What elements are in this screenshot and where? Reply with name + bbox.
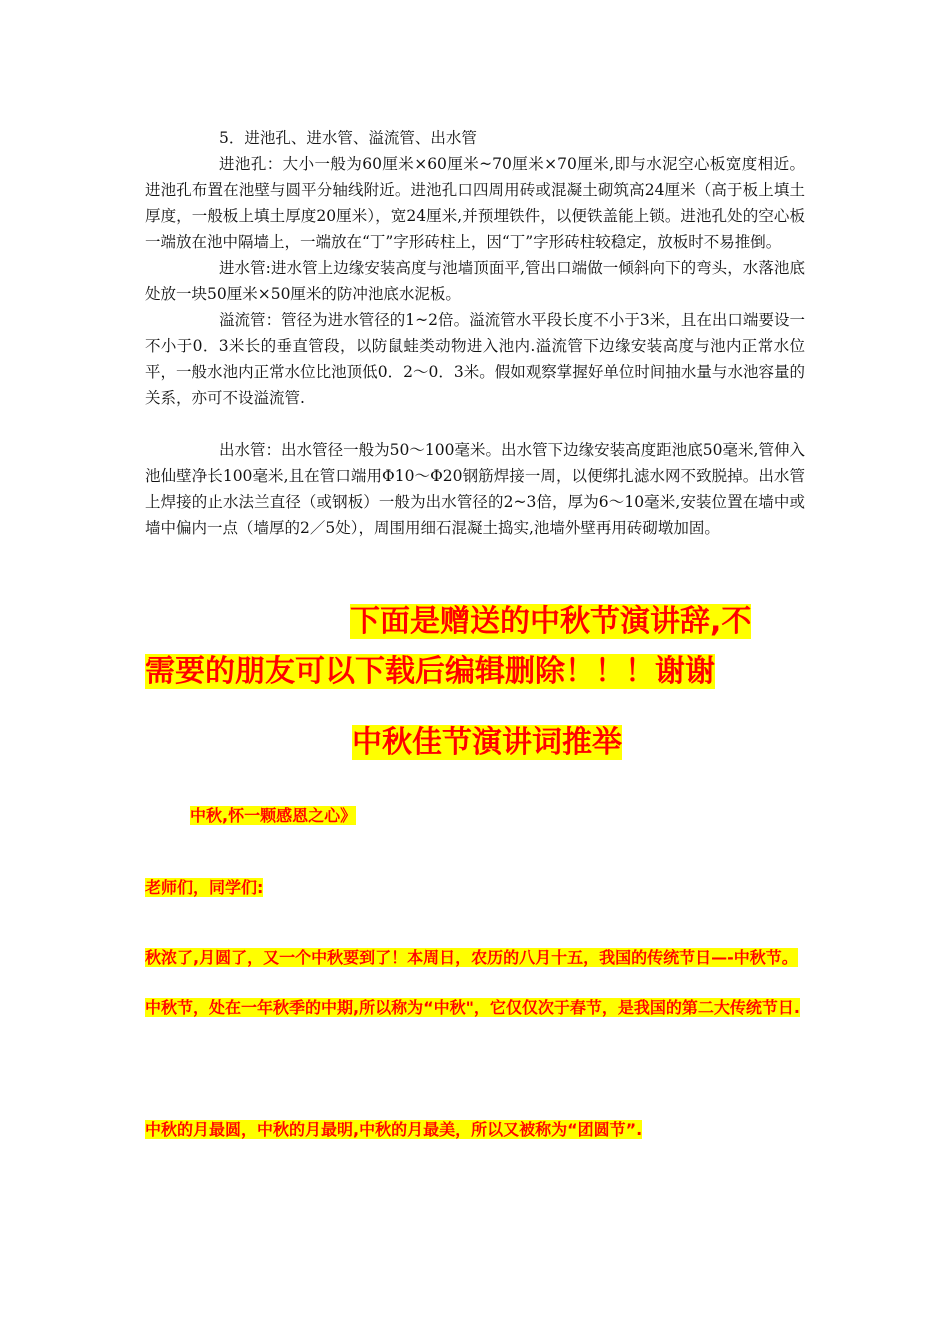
speech-paragraph-2: 中秋的月最圆，中秋的月最明,中秋的月最美，所以又被称为“团圆节”. [145, 1120, 643, 1139]
paragraph-inlet-pipe: 进水管:进水管上边缘安装高度与池墙顶面平,管出口端做一倾斜向下的弯头，水落池底处放一块50厘米×50厘米的防冲池底水泥板。 [145, 259, 805, 303]
speech-title: 中秋佳节演讲词推举 [352, 725, 622, 760]
speech-greeting: 老师们，同学们: [145, 878, 264, 897]
paragraph-inlet-hole: 进池孔：大小一般为60厘米×60厘米~70厘米×70厘米,即与水泥空心板宽度相近。进池孔布置在池壁与圆平分轴线附近。进池孔口四周用砖或混凝土砌筑高24厘米（高于板上填土厚度，一般板上填土厚度20厘米），宽24厘米,并预埋铁件，以便铁盖能上锁。进池孔处的空心板一端放在池中隔墙上，一端放在“丁”字形砖柱上，因“丁”字形砖柱较稳定，放板时不易推倒。 [145, 155, 805, 251]
section-heading: 5．进池孔、进水管、溢流管、出水管 [219, 129, 477, 147]
notice-line-1: 下面是赠送的中秋节演讲辞,不 [350, 604, 752, 639]
technical-section [145, 125, 805, 541]
notice-line-2: 需要的朋友可以下载后编辑删除！！！谢谢 [145, 654, 715, 689]
speech-subtitle: 中秋,怀一颗感恩之心》 [190, 806, 357, 825]
speech-paragraph-1: 秋浓了,月圆了，又一个中秋要到了！本周日，农历的八月十五，我国的传统节日—-中秋节。中秋节，处在一年秋季的中期,所以称为“中秋"，它仅仅次于春节，是我国的第二大传统节日. [145, 948, 801, 1017]
paragraph-overflow-pipe: 溢流管：管径为进水管径的1~2倍。溢流管水平段长度不小于3米，且在出口端要设一不小于0．3米长的垂直管段，以防鼠蛙类动物进入池内.溢流管下边缘安装高度与池内正常水位平，一般水池内正常水位比池顶低0．2～0．3米。假如观察掌握好单位时间抽水量与水池容量的关系，亦可不设溢流管. [145, 311, 805, 407]
paragraph-outlet-pipe: 出水管：出水管径一般为50～100毫米。出水管下边缘安装高度距池底50毫米,管伸入池仙壁净长100毫米,且在管口端用Φ10～Φ20钢筋焊接一周，以便绑扎滤水网不致脱掉。出水管上焊接的止水法兰直径（或钢板）一般为出水管径的2~3倍，厚为6～10毫米,安装位置在墙中或墙中偏内一点（墙厚的2／5处），周围用细石混凝土捣实,池墙外壁再用砖砌墩加固。 [145, 441, 805, 537]
